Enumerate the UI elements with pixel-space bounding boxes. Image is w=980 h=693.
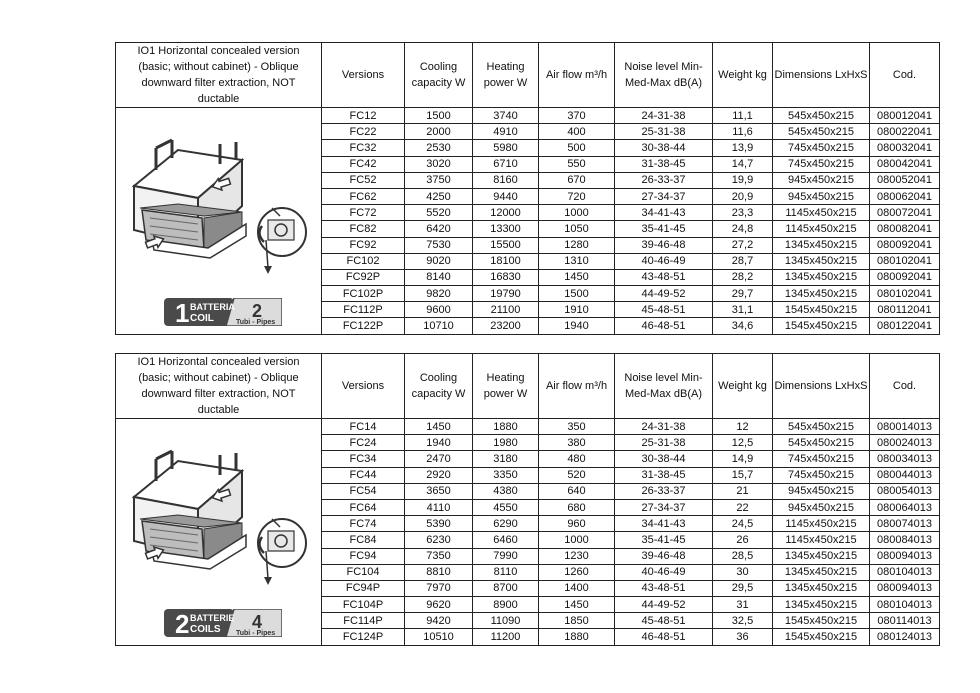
cell-version: FC82 <box>322 221 405 237</box>
cell-noise: 25-31-38 <box>615 124 713 140</box>
cell-version: FC104 <box>322 564 405 580</box>
cell-heating: 6460 <box>473 532 539 548</box>
cell-heating: 3350 <box>473 467 539 483</box>
cell-airflow: 400 <box>539 124 615 140</box>
cell-heating: 4380 <box>473 483 539 499</box>
cell-cooling: 1940 <box>405 435 473 451</box>
cell-dimensions: 945x450x215 <box>773 172 870 188</box>
cell-weight: 29,7 <box>713 286 773 302</box>
cell-noise: 24-31-38 <box>615 108 713 124</box>
cell-heating: 4550 <box>473 499 539 515</box>
cell-cooling: 3020 <box>405 156 473 172</box>
cell-version: FC52 <box>322 172 405 188</box>
cell-weight: 12,5 <box>713 435 773 451</box>
cell-dimensions: 545x450x215 <box>773 419 870 435</box>
cell-dimensions: 1145x450x215 <box>773 221 870 237</box>
cell-version: FC92 <box>322 237 405 253</box>
cell-code: 080032041 <box>870 140 940 156</box>
cell-heating: 4910 <box>473 124 539 140</box>
cell-weight: 19,9 <box>713 172 773 188</box>
cell-version: FC122P <box>322 318 405 334</box>
cell-noise: 27-34-37 <box>615 188 713 204</box>
cell-airflow: 670 <box>539 172 615 188</box>
cell-cooling: 10510 <box>405 629 473 645</box>
cell-heating: 8900 <box>473 597 539 613</box>
cell-airflow: 1260 <box>539 564 615 580</box>
cell-weight: 21 <box>713 483 773 499</box>
cell-airflow: 680 <box>539 499 615 515</box>
cell-heating: 15500 <box>473 237 539 253</box>
cell-code: 080082041 <box>870 221 940 237</box>
cell-weight: 15,7 <box>713 467 773 483</box>
cell-code: 080124013 <box>870 629 940 645</box>
cell-version: FC42 <box>322 156 405 172</box>
coil-pipes-badge <box>164 609 282 637</box>
cell-code: 080092041 <box>870 269 940 285</box>
badge-pipes-label: Tubi - Pipes <box>236 630 276 637</box>
cell-cooling: 9020 <box>405 253 473 269</box>
cell-code: 080044013 <box>870 467 940 483</box>
cell-noise: 43-48-51 <box>615 580 713 596</box>
product-table-1 <box>115 42 940 335</box>
cell-heating: 8160 <box>473 172 539 188</box>
cell-dimensions: 1545x450x215 <box>773 318 870 334</box>
header-airflow: Air flow m³/h <box>539 354 615 419</box>
cell-airflow: 1850 <box>539 613 615 629</box>
cell-cooling: 2000 <box>405 124 473 140</box>
cell-heating: 6290 <box>473 516 539 532</box>
cell-dimensions: 545x450x215 <box>773 124 870 140</box>
badge-number: 1 <box>175 298 190 326</box>
cell-noise: 35-41-45 <box>615 221 713 237</box>
cell-heating: 23200 <box>473 318 539 334</box>
cell-dimensions: 1345x450x215 <box>773 564 870 580</box>
cell-weight: 36 <box>713 629 773 645</box>
cell-version: FC84 <box>322 532 405 548</box>
cell-weight: 12 <box>713 419 773 435</box>
cell-version: FC114P <box>322 613 405 629</box>
header-versions: Versions <box>322 354 405 419</box>
cell-airflow: 350 <box>539 419 615 435</box>
cell-code: 080122041 <box>870 318 940 334</box>
cell-cooling: 8810 <box>405 564 473 580</box>
cell-code: 080054013 <box>870 483 940 499</box>
cell-airflow: 500 <box>539 140 615 156</box>
cell-airflow: 1880 <box>539 629 615 645</box>
header-heating: Heating power W <box>473 43 539 108</box>
cell-airflow: 960 <box>539 516 615 532</box>
cell-cooling: 5390 <box>405 516 473 532</box>
table-header-row <box>116 354 940 419</box>
cell-heating: 6710 <box>473 156 539 172</box>
header-code: Cod. <box>870 43 940 108</box>
cell-airflow: 720 <box>539 188 615 204</box>
cell-dimensions: 1345x450x215 <box>773 269 870 285</box>
cell-code: 080064013 <box>870 499 940 515</box>
cell-airflow: 1500 <box>539 286 615 302</box>
cell-noise: 31-38-45 <box>615 156 713 172</box>
cell-weight: 24,5 <box>713 516 773 532</box>
cell-cooling: 9620 <box>405 597 473 613</box>
cell-code: 080022041 <box>870 124 940 140</box>
cell-airflow: 1310 <box>539 253 615 269</box>
cell-dimensions: 1345x450x215 <box>773 548 870 564</box>
cell-code: 080072041 <box>870 205 940 221</box>
cell-weight: 32,5 <box>713 613 773 629</box>
cell-heating: 19790 <box>473 286 539 302</box>
cell-noise: 26-33-37 <box>615 483 713 499</box>
cell-airflow: 1230 <box>539 548 615 564</box>
cell-airflow: 550 <box>539 156 615 172</box>
cell-noise: 45-48-51 <box>615 302 713 318</box>
badge-pipes-number: 4 <box>252 612 263 632</box>
cell-dimensions: 1345x450x215 <box>773 597 870 613</box>
cell-airflow: 1940 <box>539 318 615 334</box>
coil-pipes-badge <box>164 298 282 326</box>
cell-version: FC12 <box>322 108 405 124</box>
cell-version: FC62 <box>322 188 405 204</box>
cell-heating: 1880 <box>473 419 539 435</box>
cell-weight: 28,5 <box>713 548 773 564</box>
cell-weight: 11,6 <box>713 124 773 140</box>
cell-dimensions: 945x450x215 <box>773 499 870 515</box>
cell-weight: 14,7 <box>713 156 773 172</box>
cell-weight: 20,9 <box>713 188 773 204</box>
cell-code: 080114013 <box>870 613 940 629</box>
cell-dimensions: 1345x450x215 <box>773 286 870 302</box>
cell-weight: 26 <box>713 532 773 548</box>
cell-dimensions: 545x450x215 <box>773 435 870 451</box>
cell-cooling: 1500 <box>405 108 473 124</box>
cell-noise: 31-38-45 <box>615 467 713 483</box>
product-image-cell <box>116 419 322 646</box>
cell-weight: 14,9 <box>713 451 773 467</box>
badge-number: 2 <box>175 609 190 637</box>
cell-airflow: 1450 <box>539 269 615 285</box>
cell-noise: 39-46-48 <box>615 237 713 253</box>
cell-version: FC74 <box>322 516 405 532</box>
cell-cooling: 9420 <box>405 613 473 629</box>
cell-noise: 40-46-49 <box>615 253 713 269</box>
cell-noise: 30-38-44 <box>615 451 713 467</box>
cell-code: 080012041 <box>870 108 940 124</box>
cell-weight: 28,2 <box>713 269 773 285</box>
cell-code: 080094013 <box>870 580 940 596</box>
header-dimensions: Dimensions LxHxS <box>773 43 870 108</box>
cell-dimensions: 945x450x215 <box>773 188 870 204</box>
cell-cooling: 2920 <box>405 467 473 483</box>
badge-line1: BATTERIE <box>190 613 235 623</box>
cell-noise: 26-33-37 <box>615 172 713 188</box>
cell-weight: 31 <box>713 597 773 613</box>
cell-airflow: 370 <box>539 108 615 124</box>
cell-noise: 30-38-44 <box>615 140 713 156</box>
header-heating: Heating power W <box>473 354 539 419</box>
table-row <box>116 108 940 124</box>
badge-pipes-label: Tubi - Pipes <box>236 319 276 326</box>
cell-heating: 5980 <box>473 140 539 156</box>
header-dimensions: Dimensions LxHxS <box>773 354 870 419</box>
cell-version: FC102 <box>322 253 405 269</box>
cell-heating: 18100 <box>473 253 539 269</box>
cell-heating: 13300 <box>473 221 539 237</box>
cell-noise: 35-41-45 <box>615 532 713 548</box>
cell-heating: 1980 <box>473 435 539 451</box>
table-description: IO1 Horizontal concealed version (basic; without cabinet) - Oblique downward filter extraction, NOT ductable <box>116 354 322 419</box>
cell-dimensions: 1545x450x215 <box>773 302 870 318</box>
header-code: Cod. <box>870 354 940 419</box>
fan-coil-unit-illustration <box>116 108 320 330</box>
cell-dimensions: 745x450x215 <box>773 156 870 172</box>
cell-noise: 43-48-51 <box>615 269 713 285</box>
header-cooling: Cooling capacity W <box>405 354 473 419</box>
cell-weight: 24,8 <box>713 221 773 237</box>
cell-noise: 34-41-43 <box>615 205 713 221</box>
cell-heating: 3180 <box>473 451 539 467</box>
cell-heating: 11200 <box>473 629 539 645</box>
cell-version: FC104P <box>322 597 405 613</box>
cell-dimensions: 945x450x215 <box>773 483 870 499</box>
table-description: IO1 Horizontal concealed version (basic; without cabinet) - Oblique downward filter extraction, NOT ductable <box>116 43 322 108</box>
header-noise: Noise level Min-Med-Max dB(A) <box>615 43 713 108</box>
cell-cooling: 3650 <box>405 483 473 499</box>
cell-code: 080052041 <box>870 172 940 188</box>
cell-noise: 39-46-48 <box>615 548 713 564</box>
cell-code: 080084013 <box>870 532 940 548</box>
cell-weight: 11,1 <box>713 108 773 124</box>
cell-cooling: 2530 <box>405 140 473 156</box>
cell-weight: 27,2 <box>713 237 773 253</box>
badge-line2: COIL <box>190 313 214 324</box>
cell-airflow: 1000 <box>539 532 615 548</box>
cell-code: 080104013 <box>870 597 940 613</box>
cell-heating: 11090 <box>473 613 539 629</box>
cell-noise: 40-46-49 <box>615 564 713 580</box>
cell-weight: 29,5 <box>713 580 773 596</box>
cell-cooling: 7350 <box>405 548 473 564</box>
header-weight: Weight kg <box>713 43 773 108</box>
cell-airflow: 1000 <box>539 205 615 221</box>
cell-version: FC14 <box>322 419 405 435</box>
cell-heating: 12000 <box>473 205 539 221</box>
cell-noise: 44-49-52 <box>615 597 713 613</box>
cell-version: FC72 <box>322 205 405 221</box>
cell-code: 080014013 <box>870 419 940 435</box>
cell-airflow: 1280 <box>539 237 615 253</box>
cell-heating: 16830 <box>473 269 539 285</box>
cell-airflow: 1910 <box>539 302 615 318</box>
product-image-cell <box>116 108 322 335</box>
cell-weight: 30 <box>713 564 773 580</box>
header-versions: Versions <box>322 43 405 108</box>
cell-noise: 34-41-43 <box>615 516 713 532</box>
cell-cooling: 6230 <box>405 532 473 548</box>
cell-heating: 7990 <box>473 548 539 564</box>
badge-line2: COILS <box>190 624 221 635</box>
cell-noise: 24-31-38 <box>615 419 713 435</box>
cell-code: 080062041 <box>870 188 940 204</box>
cell-airflow: 640 <box>539 483 615 499</box>
cell-cooling: 7530 <box>405 237 473 253</box>
cell-weight: 13,9 <box>713 140 773 156</box>
cell-noise: 46-48-51 <box>615 318 713 334</box>
cell-cooling: 7970 <box>405 580 473 596</box>
cell-dimensions: 745x450x215 <box>773 140 870 156</box>
cell-code: 080094013 <box>870 548 940 564</box>
cell-version: FC112P <box>322 302 405 318</box>
header-weight: Weight kg <box>713 354 773 419</box>
cell-code: 080092041 <box>870 237 940 253</box>
cell-code: 080102041 <box>870 253 940 269</box>
cell-airflow: 520 <box>539 467 615 483</box>
cell-cooling: 2470 <box>405 451 473 467</box>
cell-airflow: 1050 <box>539 221 615 237</box>
cell-dimensions: 1145x450x215 <box>773 516 870 532</box>
cell-dimensions: 1545x450x215 <box>773 613 870 629</box>
cell-version: FC34 <box>322 451 405 467</box>
cell-dimensions: 1345x450x215 <box>773 237 870 253</box>
cell-airflow: 480 <box>539 451 615 467</box>
cell-airflow: 1400 <box>539 580 615 596</box>
cell-heating: 9440 <box>473 188 539 204</box>
badge-pipes-number: 2 <box>252 301 263 321</box>
cell-weight: 34,6 <box>713 318 773 334</box>
cell-dimensions: 1345x450x215 <box>773 253 870 269</box>
cell-weight: 22 <box>713 499 773 515</box>
cell-cooling: 3750 <box>405 172 473 188</box>
cell-cooling: 4110 <box>405 499 473 515</box>
cell-heating: 21100 <box>473 302 539 318</box>
cell-version: FC94 <box>322 548 405 564</box>
cell-dimensions: 745x450x215 <box>773 451 870 467</box>
cell-heating: 8700 <box>473 580 539 596</box>
header-airflow: Air flow m³/h <box>539 43 615 108</box>
cell-code: 080112041 <box>870 302 940 318</box>
cell-noise: 45-48-51 <box>615 613 713 629</box>
cell-dimensions: 1345x450x215 <box>773 580 870 596</box>
cell-cooling: 10710 <box>405 318 473 334</box>
cell-airflow: 380 <box>539 435 615 451</box>
cell-dimensions: 1545x450x215 <box>773 629 870 645</box>
cell-version: FC64 <box>322 499 405 515</box>
cell-heating: 3740 <box>473 108 539 124</box>
cell-cooling: 8140 <box>405 269 473 285</box>
cell-version: FC102P <box>322 286 405 302</box>
cell-code: 080102041 <box>870 286 940 302</box>
badge-line1: BATTERIA <box>190 302 235 312</box>
cell-cooling: 5520 <box>405 205 473 221</box>
cell-dimensions: 745x450x215 <box>773 467 870 483</box>
cell-noise: 46-48-51 <box>615 629 713 645</box>
cell-heating: 8110 <box>473 564 539 580</box>
cell-version: FC32 <box>322 140 405 156</box>
cell-weight: 31,1 <box>713 302 773 318</box>
cell-noise: 25-31-38 <box>615 435 713 451</box>
product-table-2 <box>115 353 940 646</box>
cell-version: FC92P <box>322 269 405 285</box>
cell-cooling: 9600 <box>405 302 473 318</box>
cell-version: FC22 <box>322 124 405 140</box>
cell-version: FC94P <box>322 580 405 596</box>
cell-cooling: 1450 <box>405 419 473 435</box>
header-cooling: Cooling capacity W <box>405 43 473 108</box>
cell-code: 080034013 <box>870 451 940 467</box>
header-noise: Noise level Min-Med-Max dB(A) <box>615 354 713 419</box>
table-header-row <box>116 43 940 108</box>
cell-airflow: 1450 <box>539 597 615 613</box>
fan-coil-unit-illustration <box>116 419 320 641</box>
cell-version: FC44 <box>322 467 405 483</box>
cell-dimensions: 1145x450x215 <box>773 205 870 221</box>
cell-cooling: 6420 <box>405 221 473 237</box>
cell-code: 080042041 <box>870 156 940 172</box>
cell-dimensions: 545x450x215 <box>773 108 870 124</box>
cell-cooling: 9820 <box>405 286 473 302</box>
cell-dimensions: 1145x450x215 <box>773 532 870 548</box>
cell-code: 080074013 <box>870 516 940 532</box>
cell-version: FC124P <box>322 629 405 645</box>
cell-weight: 23,3 <box>713 205 773 221</box>
table-row <box>116 419 940 435</box>
cell-version: FC24 <box>322 435 405 451</box>
cell-code: 080104013 <box>870 564 940 580</box>
cell-code: 080024013 <box>870 435 940 451</box>
cell-cooling: 4250 <box>405 188 473 204</box>
cell-weight: 28,7 <box>713 253 773 269</box>
cell-noise: 27-34-37 <box>615 499 713 515</box>
cell-noise: 44-49-52 <box>615 286 713 302</box>
cell-version: FC54 <box>322 483 405 499</box>
